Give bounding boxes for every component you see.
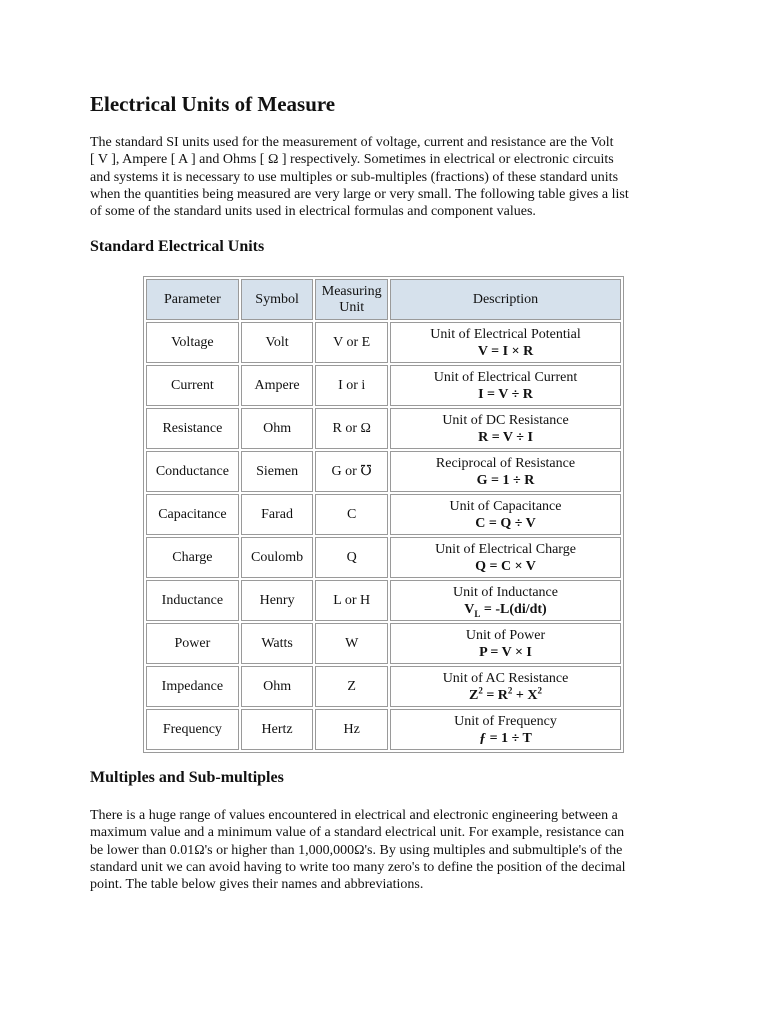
cell-unit: R or Ω [315,408,388,449]
section-heading-multiples: Multiples and Sub-multiples [90,769,284,786]
formula-text: $V_L = -L(di/dt)$ [464,601,547,619]
cell-unit: G or ℧ [315,451,388,492]
table-row [146,365,621,406]
para2-line: maximum value and a minimum value of a standard electrical unit. For example, resistance can [90,825,625,841]
cell-parameter: Resistance [146,408,239,449]
cell-unit: V or E [315,322,388,363]
formula-text: R = V ÷ I [478,429,533,445]
intro-line: The standard SI units used for the measurement of voltage, current and resistance are the Volt [90,135,614,150]
table-header-row [146,279,621,320]
cell-symbol: Ohm [241,408,314,449]
intro-paragraph [90,134,680,220]
page-title: Electrical Units of Measure [90,92,336,116]
description-text: Reciprocal of Resistance [435,455,576,471]
table-row [146,322,621,363]
cell-description [390,623,621,664]
cell-description [390,709,621,750]
cell-parameter: Current [146,365,239,406]
cell-unit: I or i [315,365,388,406]
formula-text: G = 1 ÷ R [476,472,535,488]
cell-parameter: Inductance [146,580,239,621]
table-row [146,709,621,750]
description-text: Unit of Frequency [454,713,557,729]
description-text: Unit of DC Resistance [442,412,569,428]
standard-units-table [143,276,624,753]
cell-symbol: Hertz [241,709,314,750]
cell-symbol: Siemen [241,451,314,492]
cell-unit: Hz [315,709,388,750]
cell-symbol: Ohm [241,666,314,707]
table-row [146,537,621,578]
section-heading-standard-units: Standard Electrical Units [90,238,265,255]
table-row [146,408,621,449]
formula-text: $Z^2 = R^2 + X^2$ [468,684,543,703]
description-text: Unit of Electrical Charge [435,541,576,557]
formula-text: Q = C × V [475,558,536,574]
formula-text: ƒ = 1 ÷ T [479,730,532,746]
cell-parameter: Voltage [146,322,239,363]
formula-text: V = I × R [477,343,534,359]
cell-parameter: Impedance [146,666,239,707]
cell-symbol: Coulomb [241,537,314,578]
formula-text: P = V × I [479,644,532,660]
cell-description [390,365,621,406]
cell-description [390,666,621,707]
cell-description [390,494,621,535]
para2-line: There is a huge range of values encountered in electrical and electronic engineering between a [90,808,618,823]
cell-description [390,451,621,492]
header-measuring-unit [315,279,388,320]
intro-line: when the quantities being measured are very large or very small. The following table gives a list [90,186,629,202]
cell-parameter: Capacitance [146,494,239,535]
cell-unit: Z [315,666,388,707]
cell-description [390,580,621,621]
intro-line: and systems it is necessary to use multiples or sub-multiples (fractions) of these standard units [90,169,619,185]
cell-description [390,537,621,578]
header-description: Description [390,279,621,320]
cell-symbol: Volt [241,322,314,363]
cell-parameter: Frequency [146,709,239,750]
table-row [146,451,621,492]
description-text: Unit of Power [465,627,546,643]
cell-unit: L or H [315,580,388,621]
description-text: Unit of Inductance [453,584,558,600]
cell-description [390,322,621,363]
cell-parameter: Charge [146,537,239,578]
intro-line: [ V ], Ampere [ A ] and Ohms [ Ω ] respectively. Sometimes in electrical or electronic circuits [90,152,614,168]
multiples-paragraph [90,807,680,893]
cell-description [390,408,621,449]
formula-text: I = V ÷ R [478,386,533,402]
header-parameter: Parameter [146,279,239,320]
cell-parameter: Conductance [146,451,239,492]
table-row [146,623,621,664]
para2-line: standard unit we can avoid having to write too many zero's to define the position of the decimal [90,859,626,875]
cell-symbol: Ampere [241,365,314,406]
header-unit-line2: Unit [339,299,365,315]
intro-line: of some of the standard units used in electrical formulas and component values. [90,204,536,220]
cell-unit: C [315,494,388,535]
cell-symbol: Henry [241,580,314,621]
header-unit-line1: Measuring [321,283,382,299]
table-row [146,580,621,621]
header-symbol: Symbol [241,279,314,320]
cell-symbol: Watts [241,623,314,664]
description-text: Unit of Electrical Potential [430,326,581,342]
para2-line: be lower than 0.01Ω's or higher than 1,000,000Ω's. By using multiples and submultiple's of the [90,842,623,858]
table-row [146,666,621,707]
description-text: Unit of AC Resistance [442,670,569,686]
table-row [146,494,621,535]
formula-text: C = Q ÷ V [475,515,536,531]
cell-parameter: Power [146,623,239,664]
description-text: Unit of Capacitance [449,498,562,514]
description-text: Unit of Electrical Current [433,369,578,385]
para2-line: point. The table below gives their names and abbreviations. [90,877,424,893]
cell-symbol: Farad [241,494,314,535]
cell-unit: W [315,623,388,664]
cell-unit: Q [315,537,388,578]
